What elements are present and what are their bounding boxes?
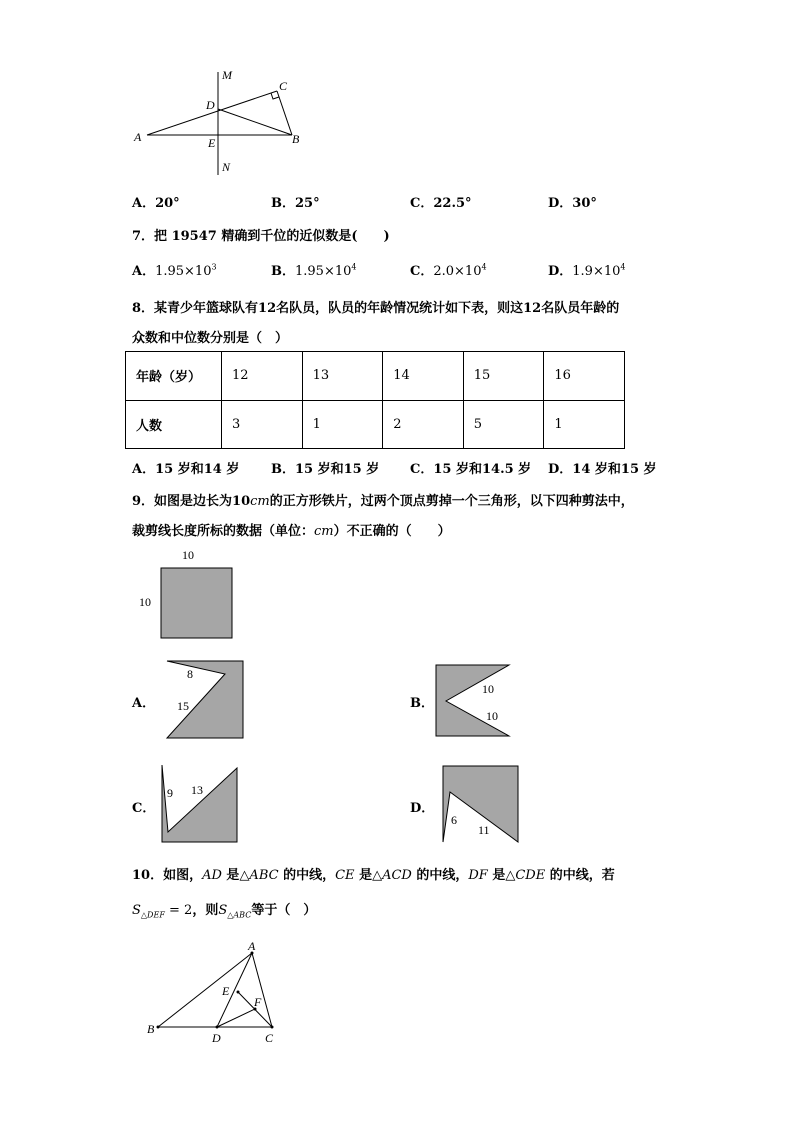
option-mantissa: 2.0×10 [433, 264, 482, 279]
cut-length-15: 15 [177, 699, 189, 713]
label-b: B [292, 132, 300, 146]
option-label: D． [548, 462, 573, 477]
q9-option-c-figure[interactable] [155, 760, 245, 848]
q10-triangle: △ABC [239, 868, 279, 883]
square-shape [161, 568, 232, 638]
q9-stem-line1 [132, 490, 634, 509]
cut-length-6: 6 [451, 813, 457, 827]
point-b [157, 1026, 160, 1029]
q8-stem-line1: 8．某青少年篮球队有12名队员，队员的年龄情况统计如下表，则这12名队员年龄的 [132, 301, 620, 316]
label-d: D [206, 98, 215, 112]
q9-unit: cm [250, 494, 270, 509]
cut-shape-c [162, 765, 237, 842]
q10-text: 是 [221, 868, 240, 883]
point-c [271, 1026, 274, 1029]
q6-option-b[interactable] [271, 192, 320, 211]
table-cell: 2 [383, 400, 464, 449]
table-cell: 15 [463, 352, 544, 401]
q9-stem-text: ）不正确的（ ） [333, 524, 451, 539]
age-table [125, 351, 625, 449]
q10-stem-line2 [132, 899, 316, 918]
table-cell: 5 [463, 400, 544, 449]
q10-text: 等于（ ） [251, 903, 317, 918]
q8-stem-line2: 众数和中位数分别是（ ） [132, 331, 289, 346]
q10-segment: AD [202, 868, 222, 883]
cut-length-10-bottom: 10 [486, 709, 498, 723]
q9-option-b-label[interactable]: B． [410, 696, 434, 711]
q10-text: 的中线，若 [545, 868, 615, 883]
cut-length-8: 8 [187, 667, 193, 681]
option-value: 22.5° [433, 196, 472, 211]
segment-cb [277, 91, 292, 135]
point-d [216, 1026, 219, 1029]
table-cell: 3 [222, 400, 303, 449]
table-cell: 16 [544, 352, 625, 401]
option-label: D． [548, 264, 573, 279]
q9-option-a-figure[interactable] [160, 655, 250, 745]
q6-option-a[interactable] [132, 192, 180, 211]
option-mantissa: 1.95×10 [155, 264, 212, 279]
label-e: E [222, 984, 230, 998]
q7-option-c[interactable] [410, 260, 487, 279]
label-e: E [208, 136, 216, 150]
option-label: C． [410, 264, 434, 279]
q9-unit: cm [314, 524, 334, 539]
q9-option-c-label[interactable]: C． [132, 801, 156, 816]
label-b: B [147, 1022, 155, 1036]
option-label: B． [271, 264, 295, 279]
square-top-length: 10 [182, 548, 194, 562]
area-symbol: S [132, 903, 141, 918]
q9-option-d-label[interactable]: D． [410, 801, 435, 816]
label-f: F [254, 995, 262, 1009]
table-cell: 12 [222, 352, 303, 401]
option-value: 14 岁和15 岁 [572, 462, 657, 477]
q9-stem-text: 裁剪线长度所标的数据（单位： [132, 524, 315, 539]
q9-stem-line2 [132, 520, 451, 539]
cut-length-11: 11 [478, 823, 490, 837]
cut-shape-b [436, 665, 509, 736]
segment-ba [158, 953, 252, 1027]
option-exponent: 4 [351, 262, 357, 272]
label-n: N [222, 160, 231, 174]
segment-ac [252, 953, 272, 1027]
option-value: 20° [155, 196, 180, 211]
q10-text: ，则 [192, 903, 219, 918]
option-label: C． [410, 196, 434, 211]
option-label: B． [271, 196, 295, 211]
label-m: M [222, 68, 232, 82]
table-row [126, 400, 625, 449]
option-value: 15 岁和14 岁 [155, 462, 240, 477]
q9-stem-text: 9．如图是边长为10 [132, 494, 251, 509]
q10-segment: DF [468, 868, 488, 883]
q6-option-d[interactable] [548, 192, 597, 211]
table-cell: 1 [544, 400, 625, 449]
table-cell: 13 [302, 352, 383, 401]
q9-option-d-figure[interactable] [435, 760, 525, 848]
q10-text: 10．如图， [132, 868, 203, 883]
q10-text: 的中线， [411, 868, 469, 883]
area-subscript: △DEF [140, 910, 165, 920]
option-value: 15 岁和15 岁 [295, 462, 380, 477]
q7-stem: 7．把 19547 精确到千位的近似数是( ) [132, 229, 390, 244]
table-header-cell: 人数 [126, 400, 222, 449]
q8-option-b[interactable] [271, 458, 379, 477]
q6-option-c[interactable] [410, 192, 472, 211]
label-d: D [212, 1031, 221, 1045]
option-value: 15 岁和14.5 岁 [433, 462, 532, 477]
q10-triangle: △CDE [505, 868, 546, 883]
q10-text: 是 [487, 868, 506, 883]
q6-figure [125, 62, 325, 182]
q9-option-b-figure[interactable] [430, 660, 520, 742]
option-exponent: 3 [211, 262, 217, 272]
q10-segment: CE [335, 868, 355, 883]
cut-length-9: 9 [167, 786, 173, 800]
table-cell: 14 [383, 352, 464, 401]
q8-option-d[interactable] [548, 458, 657, 477]
option-label: A． [132, 264, 156, 279]
q7-option-a[interactable] [132, 260, 217, 279]
q10-stem-line1 [132, 864, 615, 883]
segment-df [217, 1009, 255, 1027]
option-mantissa: 1.9×10 [572, 264, 621, 279]
area-subscript: △ABC [227, 910, 252, 920]
q8-option-a[interactable] [132, 458, 239, 477]
q8-option-c[interactable] [410, 458, 531, 477]
label-a: A [134, 130, 142, 144]
q10-triangle: △ACD [372, 868, 412, 883]
area-symbol: S [218, 903, 228, 918]
cut-length-13: 13 [191, 783, 203, 797]
q9-option-a-label[interactable]: A． [132, 696, 156, 711]
option-mantissa: 1.95×10 [295, 264, 352, 279]
option-label: D． [548, 196, 573, 211]
table-cell: 1 [302, 400, 383, 449]
option-label: A． [132, 196, 156, 211]
label-c: C [279, 79, 288, 93]
q7-option-b[interactable] [271, 260, 356, 279]
point-e [237, 991, 240, 994]
table-header-cell: 年龄（岁） [126, 352, 222, 401]
segment-db [218, 109, 292, 135]
q10-equation: = 2 [164, 903, 193, 918]
q9-stem-text: 的正方形铁片，过两个顶点剪掉一个三角形，以下四种剪法中， [269, 494, 634, 509]
option-label: B． [271, 462, 295, 477]
option-value: 30° [572, 196, 597, 211]
label-a: A [248, 939, 256, 953]
option-exponent: 4 [481, 262, 487, 272]
q7-option-d[interactable] [548, 260, 625, 279]
square-left-length: 10 [139, 595, 151, 609]
q9-square-figure [130, 545, 240, 645]
option-value: 25° [295, 196, 320, 211]
q10-figure [140, 935, 290, 1050]
label-c: C [265, 1031, 274, 1045]
q10-text: 的中线， [278, 868, 336, 883]
option-label: A． [132, 462, 156, 477]
table-row [126, 352, 625, 401]
option-exponent: 4 [620, 262, 626, 272]
q10-text: 是 [354, 868, 373, 883]
cut-length-10-top: 10 [482, 682, 494, 696]
option-label: C． [410, 462, 434, 477]
